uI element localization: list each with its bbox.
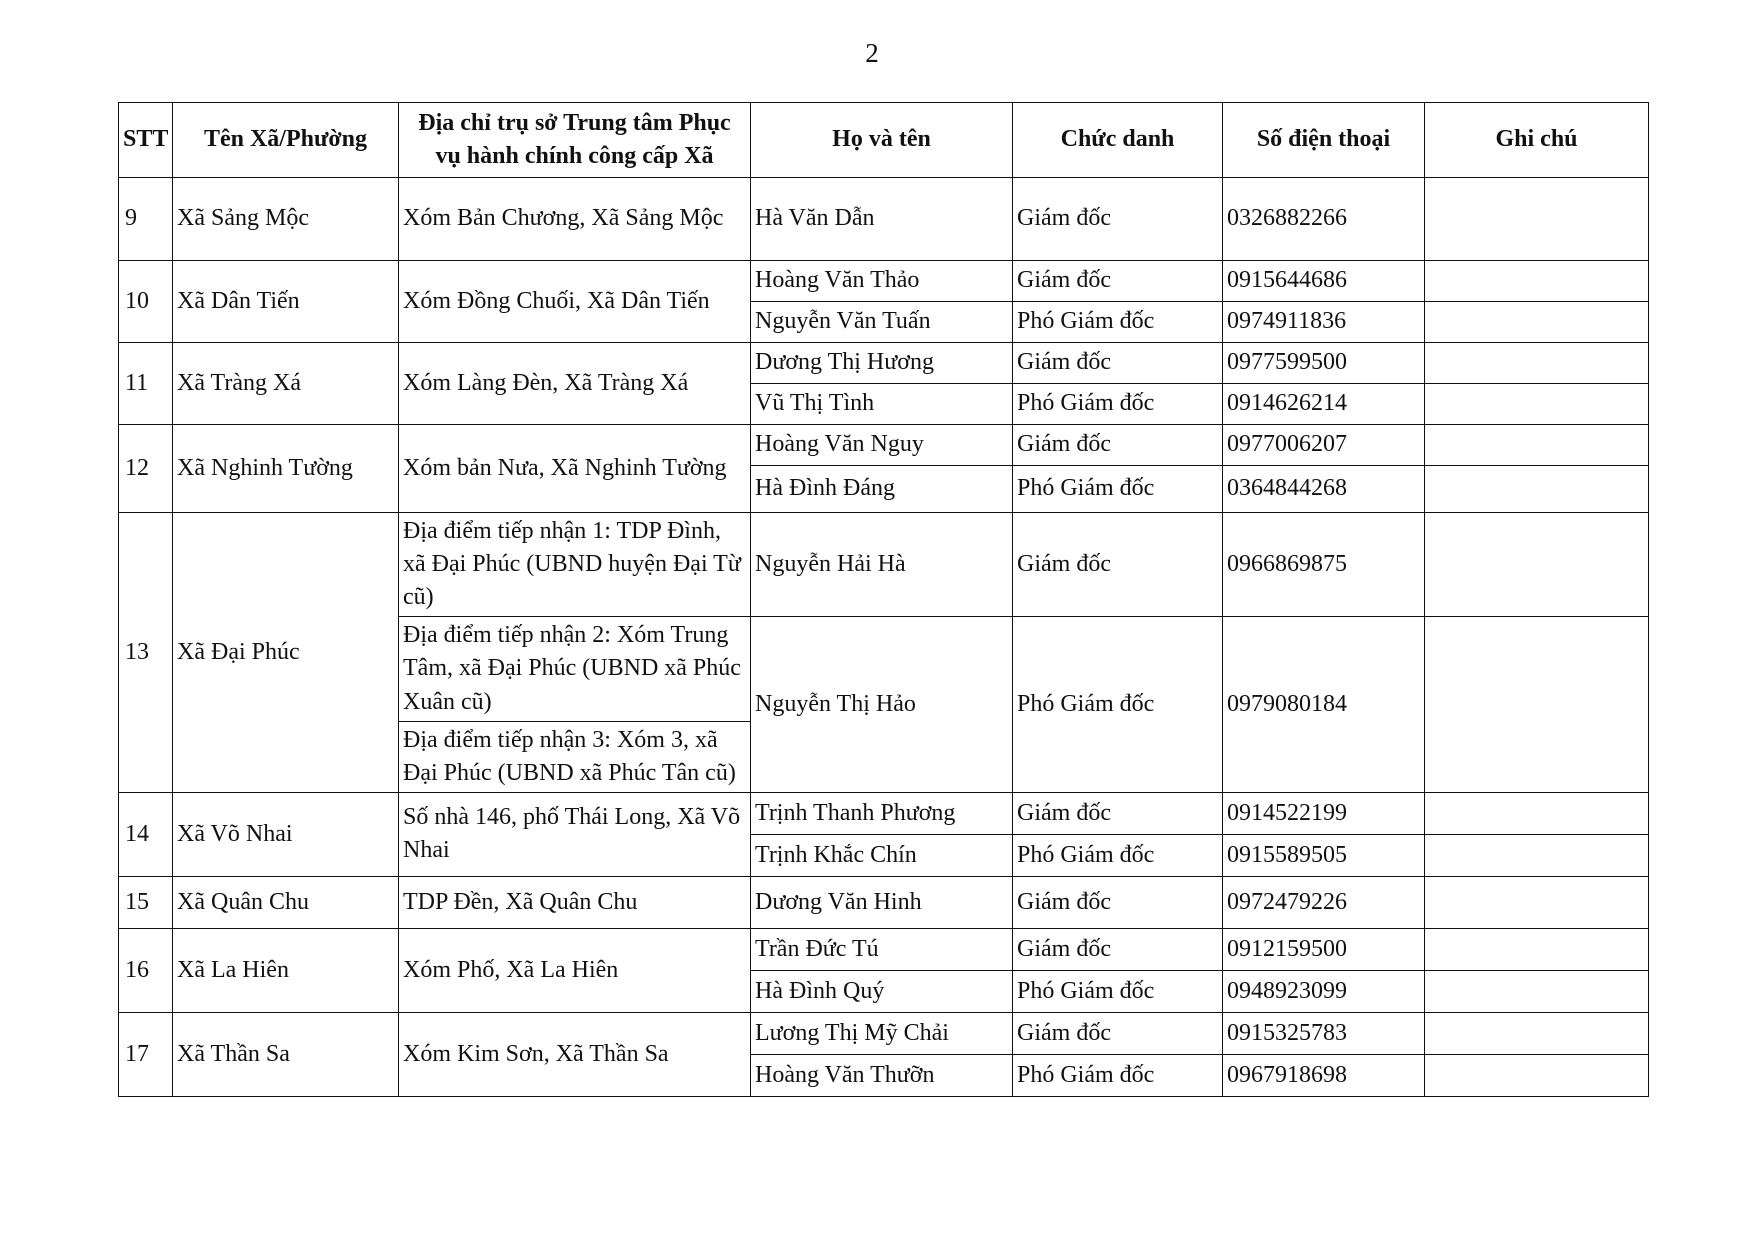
commune-name: Xã Nghinh Tường [173,425,399,513]
person-position: Giám đốc [1013,261,1223,302]
person-phone: 0915589505 [1223,834,1425,876]
table-row [119,343,1649,384]
note-cell [1425,617,1649,793]
table-row [119,1012,1649,1054]
office-address: TDP Đền, Xã Quân Chu [399,876,751,928]
person-name: Hà Văn Dẫn [751,178,1013,261]
header-row [119,103,1649,178]
note-cell [1425,834,1649,876]
office-address: Địa điểm tiếp nhận 2: Xóm Trung Tâm, xã Đại Phúc (UBND xã Phúc Xuân cũ) [399,617,751,721]
header-office-address: Địa chỉ trụ sở Trung tâm Phục vụ hành chính công cấp Xã [399,103,751,178]
person-phone: 0915325783 [1223,1012,1425,1054]
person-name: Lương Thị Mỹ Chải [751,1012,1013,1054]
center-directory-table [118,102,1649,1097]
row-number: 17 [119,1012,173,1096]
person-position: Giám đốc [1013,178,1223,261]
row-number: 16 [119,928,173,1012]
person-name: Dương Thị Hương [751,343,1013,384]
row-number: 12 [119,425,173,513]
commune-name: Xã Thần Sa [173,1012,399,1096]
person-position: Giám đốc [1013,513,1223,617]
table-row [119,261,1649,302]
row-number: 10 [119,261,173,343]
person-phone: 0948923099 [1223,970,1425,1012]
person-phone: 0912159500 [1223,928,1425,970]
person-phone: 0966869875 [1223,513,1425,617]
person-phone: 0914626214 [1223,384,1425,425]
person-name: Trịnh Khắc Chín [751,834,1013,876]
commune-name: Xã Tràng Xá [173,343,399,425]
person-phone: 0364844268 [1223,466,1425,513]
person-name: Nguyễn Thị Hảo [751,617,1013,793]
commune-name: Xã La Hiên [173,928,399,1012]
row-number: 13 [119,513,173,793]
table-row [119,425,1649,466]
note-cell [1425,928,1649,970]
note-cell [1425,970,1649,1012]
office-address: Xóm Phố, Xã La Hiên [399,928,751,1012]
note-cell [1425,792,1649,834]
row-number: 11 [119,343,173,425]
row-number: 9 [119,178,173,261]
person-name: Dương Văn Hinh [751,876,1013,928]
person-position: Phó Giám đốc [1013,466,1223,513]
office-address: Địa điểm tiếp nhận 1: TDP Đình, xã Đại Phúc (UBND huyện Đại Từ cũ) [399,513,751,617]
header-full-name: Họ và tên [751,103,1013,178]
person-phone: 0979080184 [1223,617,1425,793]
person-phone: 0914522199 [1223,792,1425,834]
row-number: 14 [119,792,173,876]
person-phone: 0915644686 [1223,261,1425,302]
person-position: Giám đốc [1013,425,1223,466]
commune-name: Xã Võ Nhai [173,792,399,876]
person-name: Hoàng Văn Nguy [751,425,1013,466]
person-name: Trần Đức Tú [751,928,1013,970]
person-name: Trịnh Thanh Phương [751,792,1013,834]
note-cell [1425,876,1649,928]
office-address: Xóm Bản Chương, Xã Sảng Mộc [399,178,751,261]
row-number: 15 [119,876,173,928]
office-address: Xóm Kim Sơn, Xã Thần Sa [399,1012,751,1096]
office-address: Xóm bản Nưa, Xã Nghinh Tường [399,425,751,513]
person-position: Phó Giám đốc [1013,1054,1223,1096]
person-name: Hoàng Văn Thưỡn [751,1054,1013,1096]
person-phone: 0977006207 [1223,425,1425,466]
header-commune-name: Tên Xã/Phường [173,103,399,178]
note-cell [1425,513,1649,617]
note-cell [1425,425,1649,466]
header-phone: Số điện thoại [1223,103,1425,178]
header-stt: STT [119,103,173,178]
commune-name: Xã Dân Tiến [173,261,399,343]
table-row [119,513,1649,617]
note-cell [1425,466,1649,513]
note-cell [1425,178,1649,261]
page-number: 2 [865,38,879,68]
office-address: Số nhà 146, phố Thái Long, Xã Võ Nhai [399,792,751,876]
office-address: Xóm Làng Đèn, Xã Tràng Xá [399,343,751,425]
note-cell [1425,1054,1649,1096]
person-name: Nguyễn Hải Hà [751,513,1013,617]
table-row [119,178,1649,261]
person-position: Giám đốc [1013,1012,1223,1054]
person-position: Phó Giám đốc [1013,302,1223,343]
note-cell [1425,302,1649,343]
header-note: Ghi chú [1425,103,1649,178]
commune-name: Xã Sảng Mộc [173,178,399,261]
person-name: Vũ Thị Tình [751,384,1013,425]
table-row [119,792,1649,834]
person-position: Phó Giám đốc [1013,834,1223,876]
person-position: Phó Giám đốc [1013,970,1223,1012]
table-row [119,928,1649,970]
person-name: Hà Đình Đáng [751,466,1013,513]
note-cell [1425,343,1649,384]
person-name: Hà Đình Quý [751,970,1013,1012]
person-phone: 0326882266 [1223,178,1425,261]
person-position: Giám đốc [1013,928,1223,970]
table-row [119,876,1649,928]
person-position: Giám đốc [1013,343,1223,384]
office-address: Địa điểm tiếp nhận 3: Xóm 3, xã Đại Phúc (UBND xã Phúc Tân cũ) [399,721,751,792]
person-position: Phó Giám đốc [1013,617,1223,793]
person-name: Nguyễn Văn Tuấn [751,302,1013,343]
commune-name: Xã Đại Phúc [173,513,399,793]
note-cell [1425,1012,1649,1054]
office-address: Xóm Đồng Chuối, Xã Dân Tiến [399,261,751,343]
person-phone: 0972479226 [1223,876,1425,928]
note-cell [1425,384,1649,425]
header-position: Chức danh [1013,103,1223,178]
note-cell [1425,261,1649,302]
person-phone: 0977599500 [1223,343,1425,384]
person-position: Giám đốc [1013,792,1223,834]
person-phone: 0967918698 [1223,1054,1425,1096]
person-phone: 0974911836 [1223,302,1425,343]
person-position: Phó Giám đốc [1013,384,1223,425]
commune-name: Xã Quân Chu [173,876,399,928]
person-position: Giám đốc [1013,876,1223,928]
person-name: Hoàng Văn Thảo [751,261,1013,302]
